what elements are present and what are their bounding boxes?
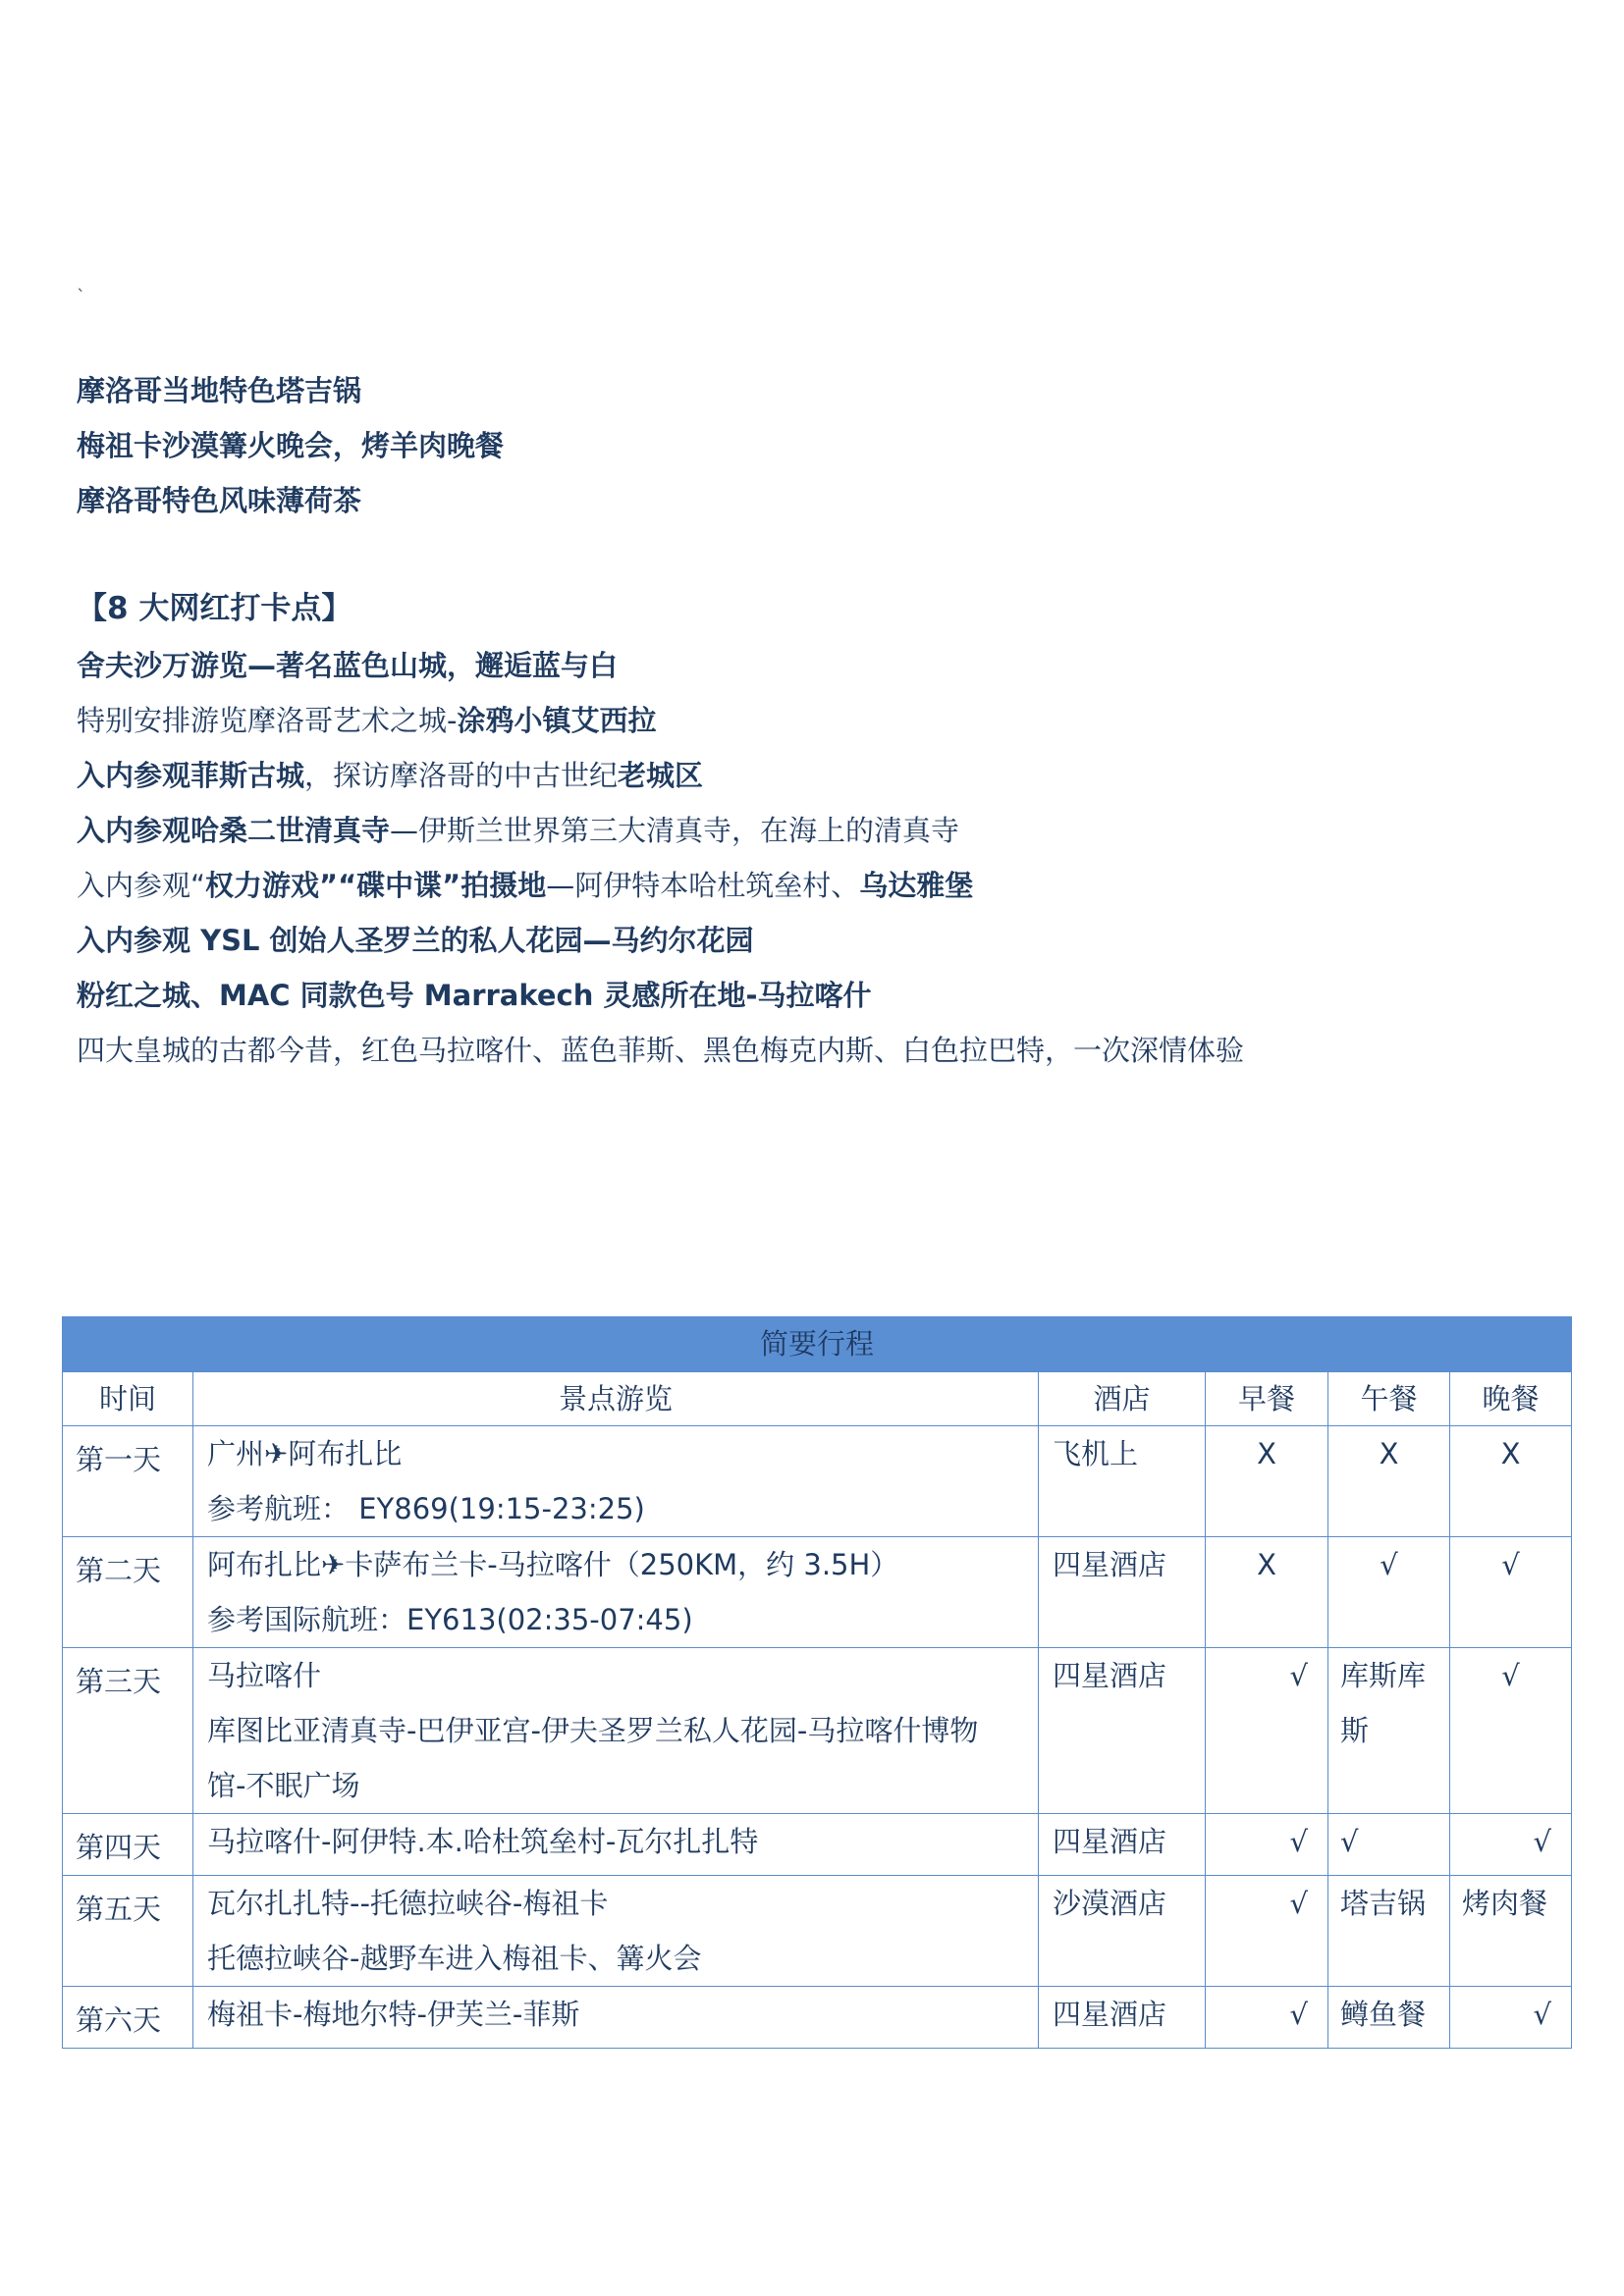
spot-line-4-bold: 入内参观哈桑二世清真寺: [77, 814, 391, 847]
lunch-cell: [1328, 1648, 1450, 1814]
spot-line-3-bold-b: 老城区: [618, 759, 704, 792]
spots-heading: 【8 大网红打卡点】: [77, 591, 352, 626]
spot-line-1: 舍夫沙万游览—著名蓝色山城，邂逅蓝与白: [77, 649, 619, 682]
spot-cell: [193, 1426, 1039, 1537]
spot-line-5-text-b: —阿伊特本哈杜筑垒村、: [546, 869, 860, 902]
table-header-row: [63, 1372, 1572, 1426]
spot-flight: 参考航班： EY869(19:15-23:25): [207, 1492, 645, 1525]
lunch-text: 塔吉锅: [1340, 1887, 1427, 1920]
table-title: 简要行程: [63, 1317, 1572, 1372]
spot-flight: 参考国际航班：EY613(02:35-07:45): [207, 1603, 693, 1636]
dinner-text: 烤肉餐: [1462, 1887, 1548, 1920]
hotel-text: 四星酒店: [1053, 1659, 1167, 1692]
meal-highlight-1: 摩洛哥当地特色塔吉锅: [77, 374, 362, 407]
dinner-text: √: [1501, 1659, 1520, 1692]
breakfast-cell: [1206, 1814, 1328, 1876]
hotel-cell: [1039, 1876, 1206, 1987]
breakfast-text: √: [1289, 1659, 1308, 1692]
hotel-cell: [1039, 1814, 1206, 1876]
spot-line-6: 入内参观 YSL 创始人圣罗兰的私人花园—马约尔花园: [77, 924, 754, 957]
day-cell: [63, 1876, 193, 1987]
spot-cell: [193, 1648, 1039, 1814]
table-row: [63, 1987, 1572, 2049]
spot-route: 瓦尔扎扎特--托德拉峡谷-梅祖卡: [207, 1887, 609, 1920]
lunch-cell: [1328, 1814, 1450, 1876]
breakfast-text: X: [1257, 1437, 1276, 1470]
spot-line-3-text: ，探访摩洛哥的中古世纪: [304, 759, 619, 792]
lunch-text: X: [1379, 1437, 1399, 1470]
spot-route: 梅祖卡-梅地尔特-伊芙兰-菲斯: [207, 1998, 580, 2031]
spot-cell: [193, 1537, 1039, 1648]
hotel-cell: [1039, 1648, 1206, 1814]
lunch-text: √: [1340, 1825, 1359, 1858]
col-header-breakfast: 早餐: [1206, 1372, 1328, 1426]
breakfast-cell: [1206, 1537, 1328, 1648]
day-cell: [63, 1648, 193, 1814]
spot-line-5-text-a: 入内参观“: [77, 869, 206, 902]
day-cell: [63, 1987, 193, 2049]
lunch-text-cont: 斯: [1340, 1714, 1370, 1747]
lunch-cell: [1328, 1987, 1450, 2049]
meal-highlight-2: 梅祖卡沙漠篝火晚会，烤羊肉晚餐: [77, 429, 505, 462]
hotel-text: 四星酒店: [1053, 1825, 1167, 1858]
spot-line-8: 四大皇城的古都今昔，红色马拉喀什、蓝色菲斯、黑色梅克内斯、白色拉巴特，一次深情体验: [77, 1034, 1245, 1067]
day-label: 第五天: [76, 1893, 162, 1926]
breakfast-cell: [1206, 1987, 1328, 2049]
breakfast-text: √: [1289, 1998, 1308, 2031]
table-row: [63, 1814, 1572, 1876]
lunch-cell: [1328, 1426, 1450, 1537]
breakfast-cell: [1206, 1876, 1328, 1987]
hotel-text: 四星酒店: [1053, 1998, 1167, 2031]
col-header-lunch: 午餐: [1328, 1372, 1450, 1426]
hotel-cell: [1039, 1987, 1206, 2049]
dinner-cell: [1450, 1987, 1572, 2049]
hotel-cell: [1039, 1426, 1206, 1537]
breakfast-cell: [1206, 1648, 1328, 1814]
table-row: [63, 1426, 1572, 1537]
day-label: 第三天: [76, 1665, 162, 1698]
day-label: 第六天: [76, 2003, 162, 2037]
table-row: [63, 1648, 1572, 1814]
lunch-text: 鳟鱼餐: [1340, 1998, 1427, 2031]
col-header-dinner: 晚餐: [1450, 1372, 1572, 1426]
spot-line-5-bold-a: 权力游戏”“碟中谍”拍摄地: [205, 869, 547, 902]
itinerary-table: [62, 1316, 1572, 2049]
day-label: 第四天: [76, 1831, 162, 1864]
day-label: 第二天: [76, 1554, 162, 1587]
spot-line-3-bold-a: 入内参观菲斯古城: [77, 759, 305, 792]
spot-route: 阿布扎比✈卡萨布兰卡-马拉喀什（250KM，约 3.5H）: [207, 1548, 899, 1581]
spot-line-5-bold-b: 乌达雅堡: [859, 869, 974, 902]
breakfast-text: X: [1257, 1548, 1276, 1581]
spot-line-3: [77, 756, 703, 795]
spot-cell: [193, 1814, 1039, 1876]
dinner-text: √: [1501, 1548, 1520, 1581]
dinner-cell: [1450, 1876, 1572, 1987]
dinner-cell: [1450, 1814, 1572, 1876]
spot-line-5: [77, 866, 973, 905]
dinner-text: √: [1533, 1825, 1552, 1858]
hotel-text: 飞机上: [1053, 1437, 1139, 1470]
col-header-spots: 景点游览: [193, 1372, 1039, 1426]
day-cell: [63, 1426, 193, 1537]
stray-mark: `: [77, 287, 85, 307]
table-row: [63, 1537, 1572, 1648]
spot-line-4-text: —伊斯兰世界第三大清真寺，在海上的清真寺: [390, 814, 960, 847]
lunch-cell: [1328, 1537, 1450, 1648]
breakfast-text: √: [1289, 1887, 1308, 1920]
lunch-text: √: [1380, 1548, 1398, 1581]
dinner-text: √: [1533, 1998, 1552, 2031]
spot-line-4: [77, 811, 959, 850]
spot-cell: [193, 1987, 1039, 2049]
breakfast-text: √: [1289, 1825, 1308, 1858]
hotel-text: 沙漠酒店: [1053, 1887, 1167, 1920]
dinner-cell: [1450, 1426, 1572, 1537]
spot-detail: 托德拉峡谷-越野车进入梅祖卡、篝火会: [207, 1942, 702, 1975]
dinner-text: X: [1500, 1437, 1521, 1470]
spot-route: 马拉喀什: [207, 1659, 322, 1692]
dinner-cell: [1450, 1648, 1572, 1814]
meal-highlight-3: 摩洛哥特色风味薄荷茶: [77, 484, 362, 517]
col-header-time: 时间: [63, 1372, 193, 1426]
breakfast-cell: [1206, 1426, 1328, 1537]
dinner-cell: [1450, 1537, 1572, 1648]
lunch-text: 库斯库: [1340, 1659, 1427, 1692]
col-header-hotel: 酒店: [1039, 1372, 1206, 1426]
spot-line-7: 粉红之城、MAC 同款色号 Marrakech 灵感所在地-马拉喀什: [77, 979, 872, 1012]
hotel-text: 四星酒店: [1053, 1548, 1167, 1581]
hotel-cell: [1039, 1537, 1206, 1648]
table-row: [63, 1876, 1572, 1987]
lunch-cell: [1328, 1876, 1450, 1987]
day-cell: [63, 1537, 193, 1648]
spot-route: 马拉喀什-阿伊特.本.哈杜筑垒村-瓦尔扎扎特: [207, 1825, 759, 1858]
spot-detail-cont: 馆-不眠广场: [207, 1769, 360, 1802]
day-cell: [63, 1814, 193, 1876]
spot-route: 广州✈阿布扎比: [207, 1437, 403, 1470]
spot-detail: 库图比亚清真寺-巴伊亚宫-伊夫圣罗兰私人花园-马拉喀什博物: [207, 1714, 979, 1747]
spot-line-2-bold: 涂鸦小镇艾西拉: [457, 704, 657, 737]
spot-cell: [193, 1876, 1039, 1987]
spot-line-2: [77, 701, 656, 740]
day-label: 第一天: [76, 1443, 162, 1476]
spot-line-2-text: 特别安排游览摩洛哥艺术之城-: [77, 704, 458, 737]
